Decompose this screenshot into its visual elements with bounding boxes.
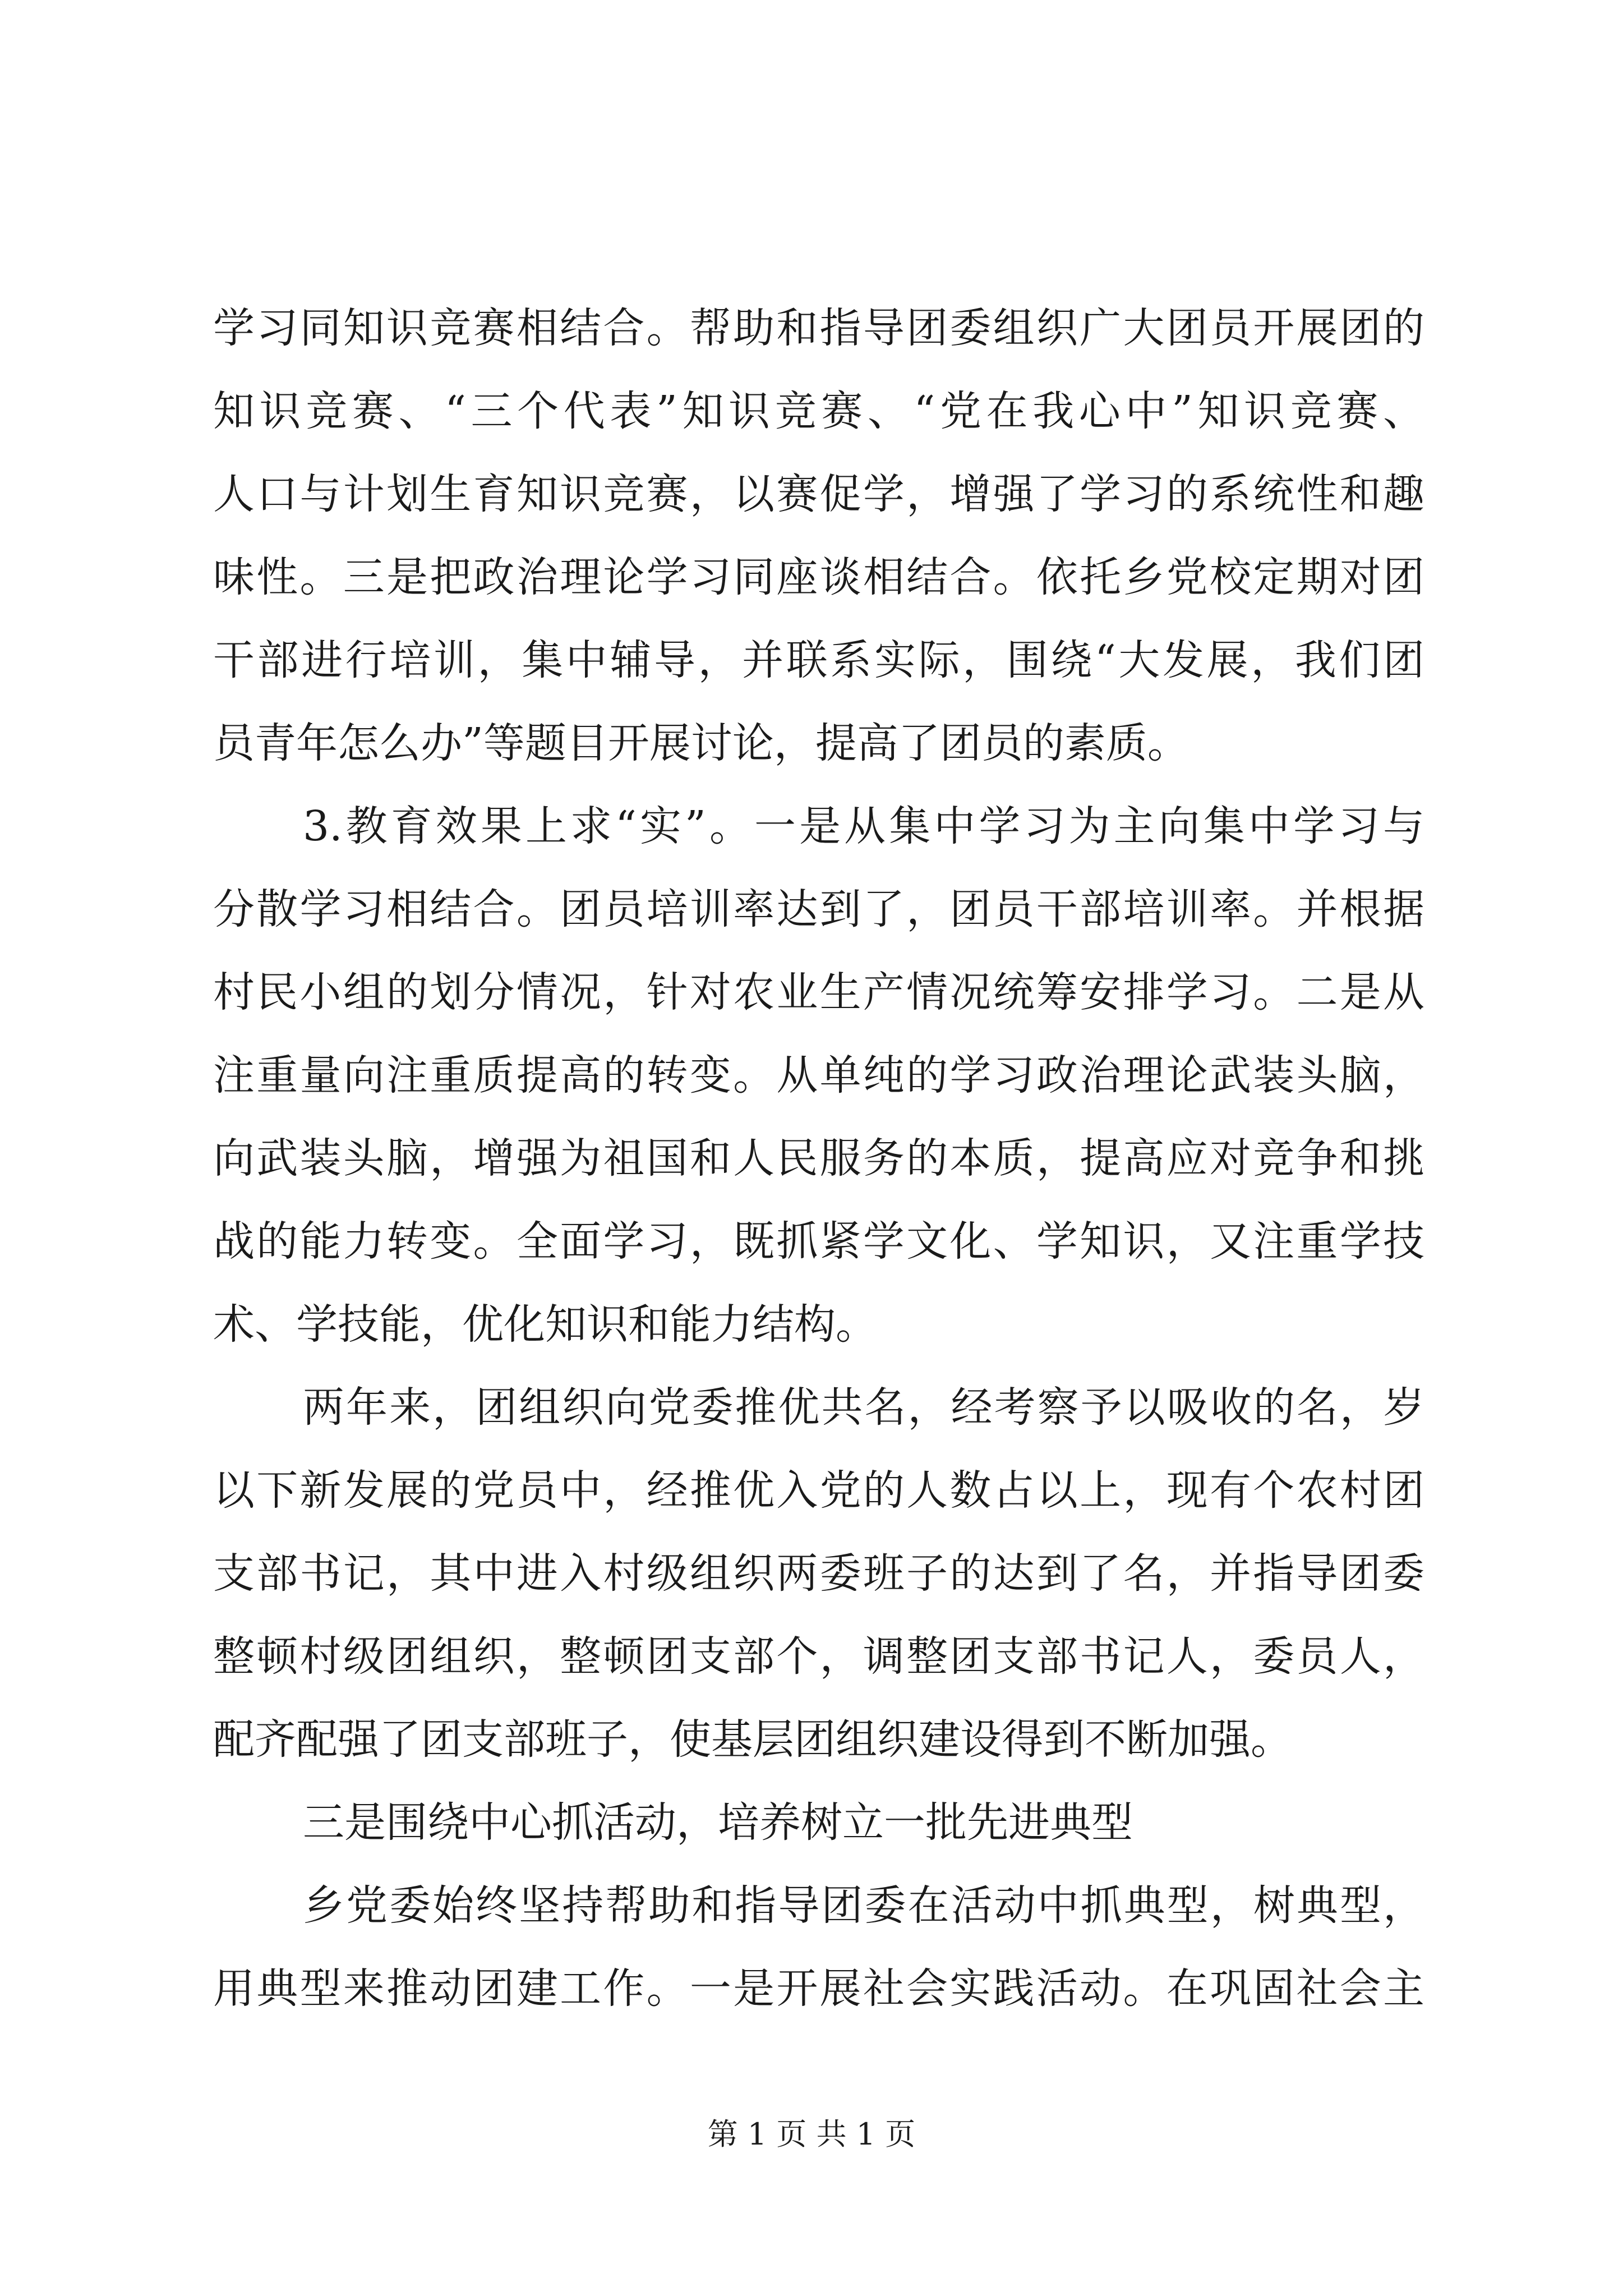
text-line-3: 人口与计划生育知识竞赛，以赛促学，增强了学习的系统性和趣 (213, 470, 1424, 518)
text-line-4: 味性。三是把政治理论学习同座谈相结合。依托乡党校定期对团 (213, 553, 1424, 601)
text-line-1: 学习同知识竞赛相结合。帮助和指导团委组织广大团员开展团的 (213, 304, 1424, 352)
text-line-16: 支部书记，其中进入村级组织两委班子的达到了名，并指导团委 (213, 1549, 1424, 1598)
text-line-9: 村民小组的划分情况，针对农业生产情况统筹安排学习。二是从 (213, 968, 1424, 1016)
text-line-2: 知识竞赛、“三个代表”知识竞赛、“党在我心中”知识竞赛、 (213, 387, 1424, 435)
text-line-21: 用典型来推动团建工作。一是开展社会实践活动。在巩固社会主 (213, 1964, 1424, 2013)
text-line-11: 向武装头脑，增强为祖国和人民服务的本质，提高应对竞争和挑 (213, 1134, 1424, 1182)
text-line-13: 术、学技能，优化知识和能力结构。 (213, 1300, 877, 1349)
text-line-6: 员青年怎么办”等题目开展讨论，提高了团员的素质。 (213, 719, 1189, 767)
text-line-5: 干部进行培训，集中辅导，并联系实际，围绕“大发展，我们团 (213, 636, 1424, 684)
text-line-7: 3.教育效果上求“实”。一是从集中学习为主向集中学习与 (303, 802, 1424, 850)
text-line-15: 以下新发展的党员中，经推优入党的人数占以上，现有个农村团 (213, 1466, 1424, 1515)
page-number-footer: 第 1 页 共 1 页 (707, 2116, 916, 2152)
text-line-18: 配齐配强了团支部班子，使基层团组织建设得到不断加强。 (213, 1715, 1292, 1764)
text-line-8: 分散学习相结合。团员培训率达到了，团员干部培训率。并根据 (213, 885, 1424, 933)
text-line-20: 乡党委始终坚持帮助和指导团委在活动中抓典型，树典型， (303, 1881, 1424, 1930)
text-line-17: 整顿村级团组织，整顿团支部个，调整团支部书记人，委员人， (213, 1632, 1424, 1681)
text-line-10: 注重量向注重质提高的转变。从单纯的学习政治理论武装头脑， (213, 1051, 1424, 1099)
section-heading: 三是围绕中心抓活动，培养树立一批先进典型 (303, 1798, 1133, 1847)
text-line-12: 战的能力转变。全面学习，既抓紧学文化、学知识，又注重学技 (213, 1217, 1424, 1266)
text-line-14: 两年来，团组织向党委推优共名，经考察予以吸收的名，岁 (303, 1383, 1424, 1432)
